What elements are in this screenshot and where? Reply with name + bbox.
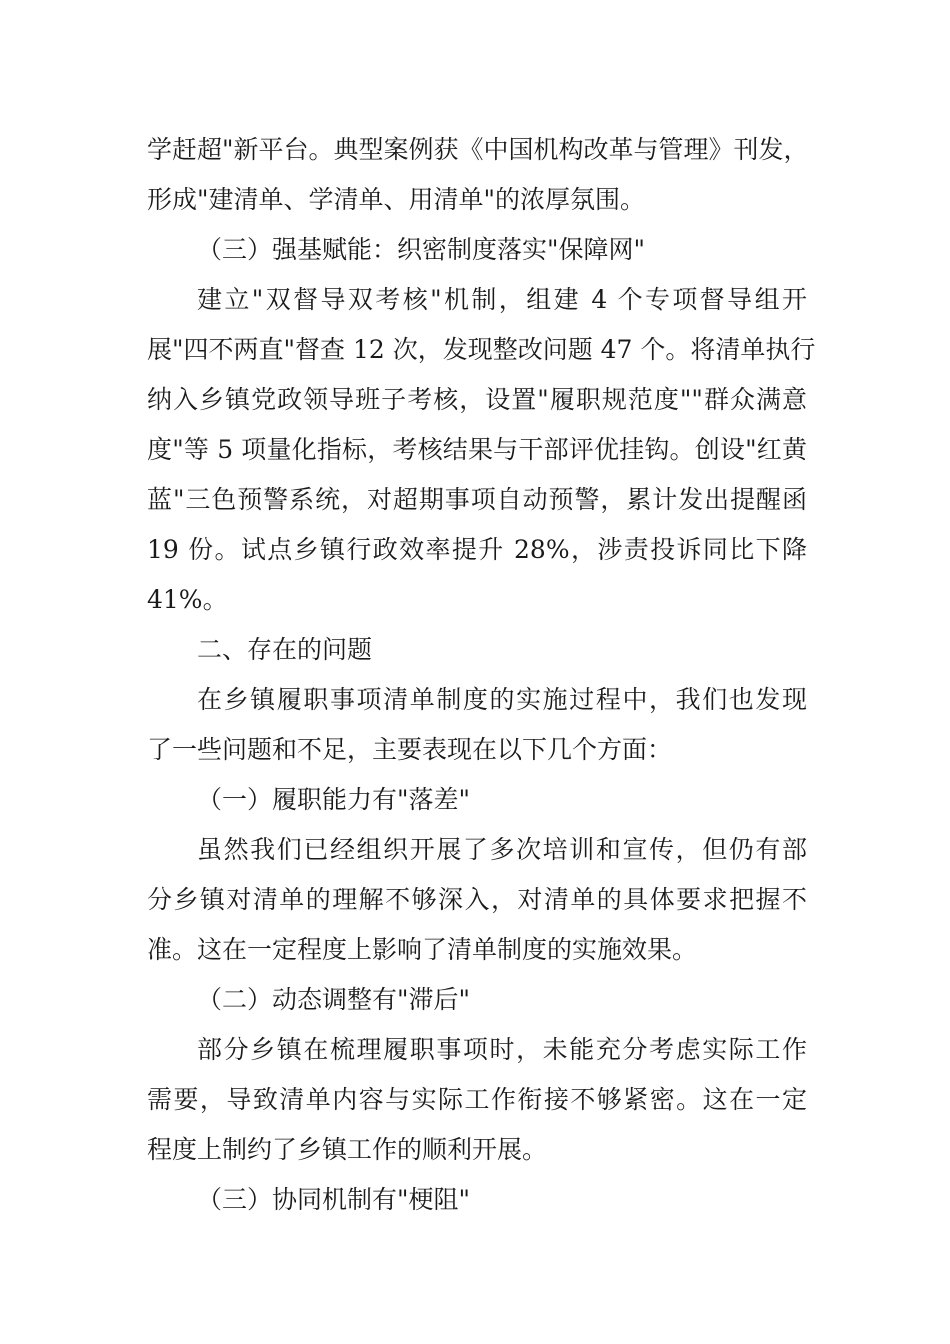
paragraph-line: 19 份。试点乡镇行政效率提升 28%，涉责投诉同比下降 xyxy=(147,535,807,564)
paragraph-line: 准。这在一定程度上影响了清单制度的实施效果。 xyxy=(147,935,698,964)
paragraph-line: 需要，导致清单内容与实际工作衔接不够紧密。这在一定 xyxy=(147,1085,807,1114)
section-heading: 二、存在的问题 xyxy=(197,635,373,664)
paragraph-line: 形成"建清单、学清单、用清单"的浓厚氛围。 xyxy=(147,185,645,214)
paragraph-line: 程度上制约了乡镇工作的顺利开展。 xyxy=(147,1135,548,1164)
paragraph-line: 分乡镇对清单的理解不够深入，对清单的具体要求把握不 xyxy=(147,885,807,914)
subsection-heading: （三）强基赋能：织密制度落实"保障网" xyxy=(197,235,645,264)
paragraph-line: 蓝"三色预警系统，对超期事项自动预警，累计发出提醒函 xyxy=(147,485,807,514)
paragraph-line: 度"等 5 项量化指标，考核结果与干部评优挂钩。创设"红黄 xyxy=(147,435,807,464)
paragraph-line: 展"四不两直"督查 12 次，发现整改问题 47 个。将清单执行 xyxy=(147,335,816,364)
paragraph-line: 了一些问题和不足，主要表现在以下几个方面： xyxy=(147,735,673,764)
subsection-heading: （三）协同机制有"梗阻" xyxy=(197,1185,470,1214)
paragraph-line: 部分乡镇在梳理履职事项时，未能充分考虑实际工作 xyxy=(197,1035,807,1064)
paragraph-line: 虽然我们已经组织开展了多次培训和宣传，但仍有部 xyxy=(197,835,807,864)
paragraph-line: 纳入乡镇党政领导班子考核，设置"履职规范度""群众满意 xyxy=(147,385,807,414)
subsection-heading: （二）动态调整有"滞后" xyxy=(197,985,470,1014)
paragraph-line: 建立"双督导双考核"机制，组建 4 个专项督导组开 xyxy=(197,285,807,314)
paragraph-line: 学赶超"新平台。典型案例获《中国机构改革与管理》刊发， xyxy=(147,135,809,164)
paragraph-line: 在乡镇履职事项清单制度的实施过程中，我们也发现 xyxy=(197,685,807,714)
paragraph-line: 41%。 xyxy=(147,585,228,614)
subsection-heading: （一）履职能力有"落差" xyxy=(197,785,470,814)
